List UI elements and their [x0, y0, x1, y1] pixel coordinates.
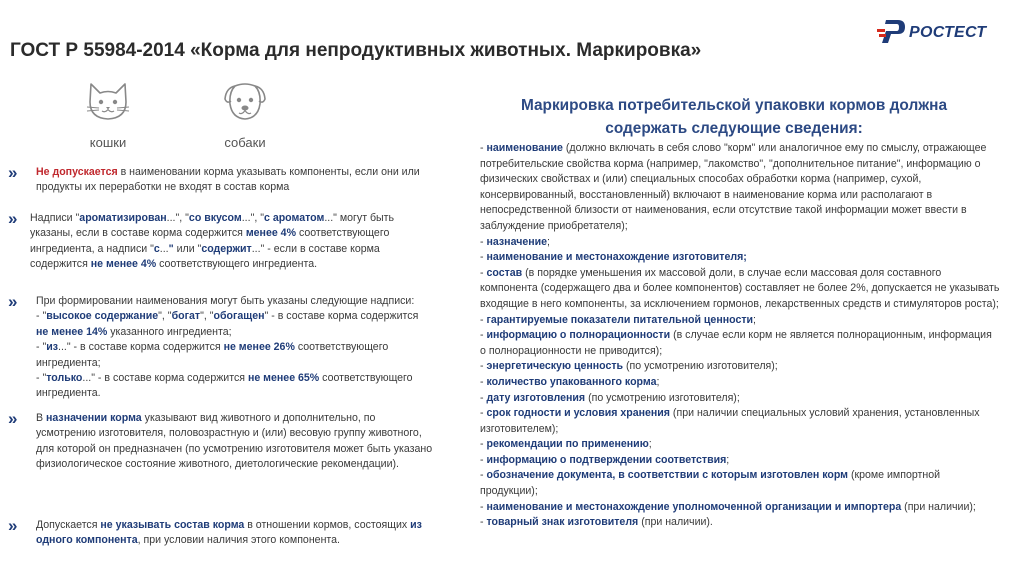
- right-heading-line2: содержать следующие сведения:: [605, 120, 863, 137]
- rostest-logo-icon: [877, 16, 907, 46]
- list-item: - рекомендации по применению;: [480, 438, 652, 451]
- right-heading: [486, 94, 982, 140]
- list-item: - состав (в порядке уменьшения их массовой доли, в случае если массовая доля составного компонента (содержащего два и более компонентов) составляет не более 2%, допускается не указывать входящие в него компоненты, за исключением гормонов, лекарственных средств и стимуляторов роста);: [480, 266, 1000, 310]
- required-info-list: [480, 141, 1000, 531]
- rostest-logo: [877, 16, 1005, 48]
- chevron-right-icon: »: [8, 292, 18, 311]
- chevron-right-icon: »: [8, 209, 18, 228]
- list-item: - назначение;: [480, 235, 550, 248]
- list-item: - наименование и местонахождение уполномоченной организации и импортера (при наличии);: [480, 500, 976, 513]
- left-item-not-allowed: Не допускается в наименовании корма указывать компоненты, если они или продукты их переработки не входят в состав корма: [36, 166, 420, 194]
- right-heading-line1: Маркировка потребительской упаковки кормов должна: [520, 97, 947, 114]
- left-item-flavor-labels: Надписи "ароматизирован...", "со вкусом...", "с ароматом..." могут быть указаны, если в составе корма содержится менее 4% соответствующего ингредиента, а надписи "с..." или "содержит..." - если в составе корма содержится не менее 4% соответствующего ингредиента.: [30, 212, 395, 271]
- pet-label-dogs: собаки: [224, 135, 266, 150]
- left-item-purpose: В назначении корма указывают вид животного и дополнительно, по усмотрению изготовителя, половозрастную и (или) весовую группу животного, для которой он предназначен (по усмотрению изготовителя может быть указано физиологическое состояние животного, диетологические рекомендации).: [36, 412, 433, 471]
- page-title: ГОСТ Р 55984-2014 «Корма для непродуктивных животных. Маркировка»: [10, 40, 702, 61]
- left-item-name-labels: При формировании наименования могут быть указаны следующие надписи: - "высокое содержание", "богат", "обогащен" - в составе корма содержится не менее 14% указанного ингредиента; - "из..." - в составе корма содержится не менее 26% соответствующего ингредиента; - "только..." - в составе корма содержится не менее 65% соответствующего ингредиента.: [36, 295, 419, 400]
- list-item: - наименование и местонахождение изготовителя;: [480, 251, 747, 264]
- list-item: - количество упакованного корма;: [480, 375, 660, 388]
- list-item: - энергетическую ценность (по усмотрению изготовителя);: [480, 360, 778, 373]
- chevron-right-icon: »: [8, 163, 18, 182]
- pet-cat: [73, 80, 143, 150]
- list-item: - информацию о полнорационности (в случае если корм не является полнорационным, информация о полнорационности не приводится);: [480, 329, 992, 357]
- chevron-right-icon: »: [8, 409, 18, 428]
- logo-text: РОСТЕСТ: [909, 24, 987, 41]
- list-item: - информацию о подтверждении соответствия;: [480, 453, 730, 466]
- left-item-single-component: Допускается не указывать состав корма в отношении кормов, состоящих из одного компонента, при условии наличия этого компонента.: [36, 519, 422, 547]
- pet-label-cats: кошки: [89, 135, 127, 150]
- list-item: - товарный знак изготовителя (при наличии).: [480, 516, 713, 529]
- dog-icon: [222, 80, 268, 124]
- list-item: - дату изготовления (по усмотрению изготовителя);: [480, 391, 740, 404]
- list-item: - наименование (должно включать в себя слово "корм" или аналогичное ему по смыслу, отражающее потребительские свойства корма (например, "лакомство", "дополнительное питание", информацию о физических свойствах и (или) специальных способах обработки корма (например, сухой, консервированный, восстановленный) включают в наименование корма или располагают в непосредственной близости от наименования, если отсутствие такой информации может ввести в заблуждение приобретателя);: [480, 142, 987, 232]
- list-item: - срок годности и условия хранения (при наличии специальных условий хранения, установленных изготовителем);: [480, 407, 980, 435]
- chevron-right-icon: »: [8, 516, 18, 535]
- list-item: - обозначение документа, в соответствии с которым изготовлен корм (кроме импортной продукции);: [480, 469, 941, 498]
- pet-dog: [210, 80, 280, 150]
- cat-icon: [85, 80, 131, 124]
- list-item: - гарантируемые показатели питательной ценности;: [480, 313, 756, 326]
